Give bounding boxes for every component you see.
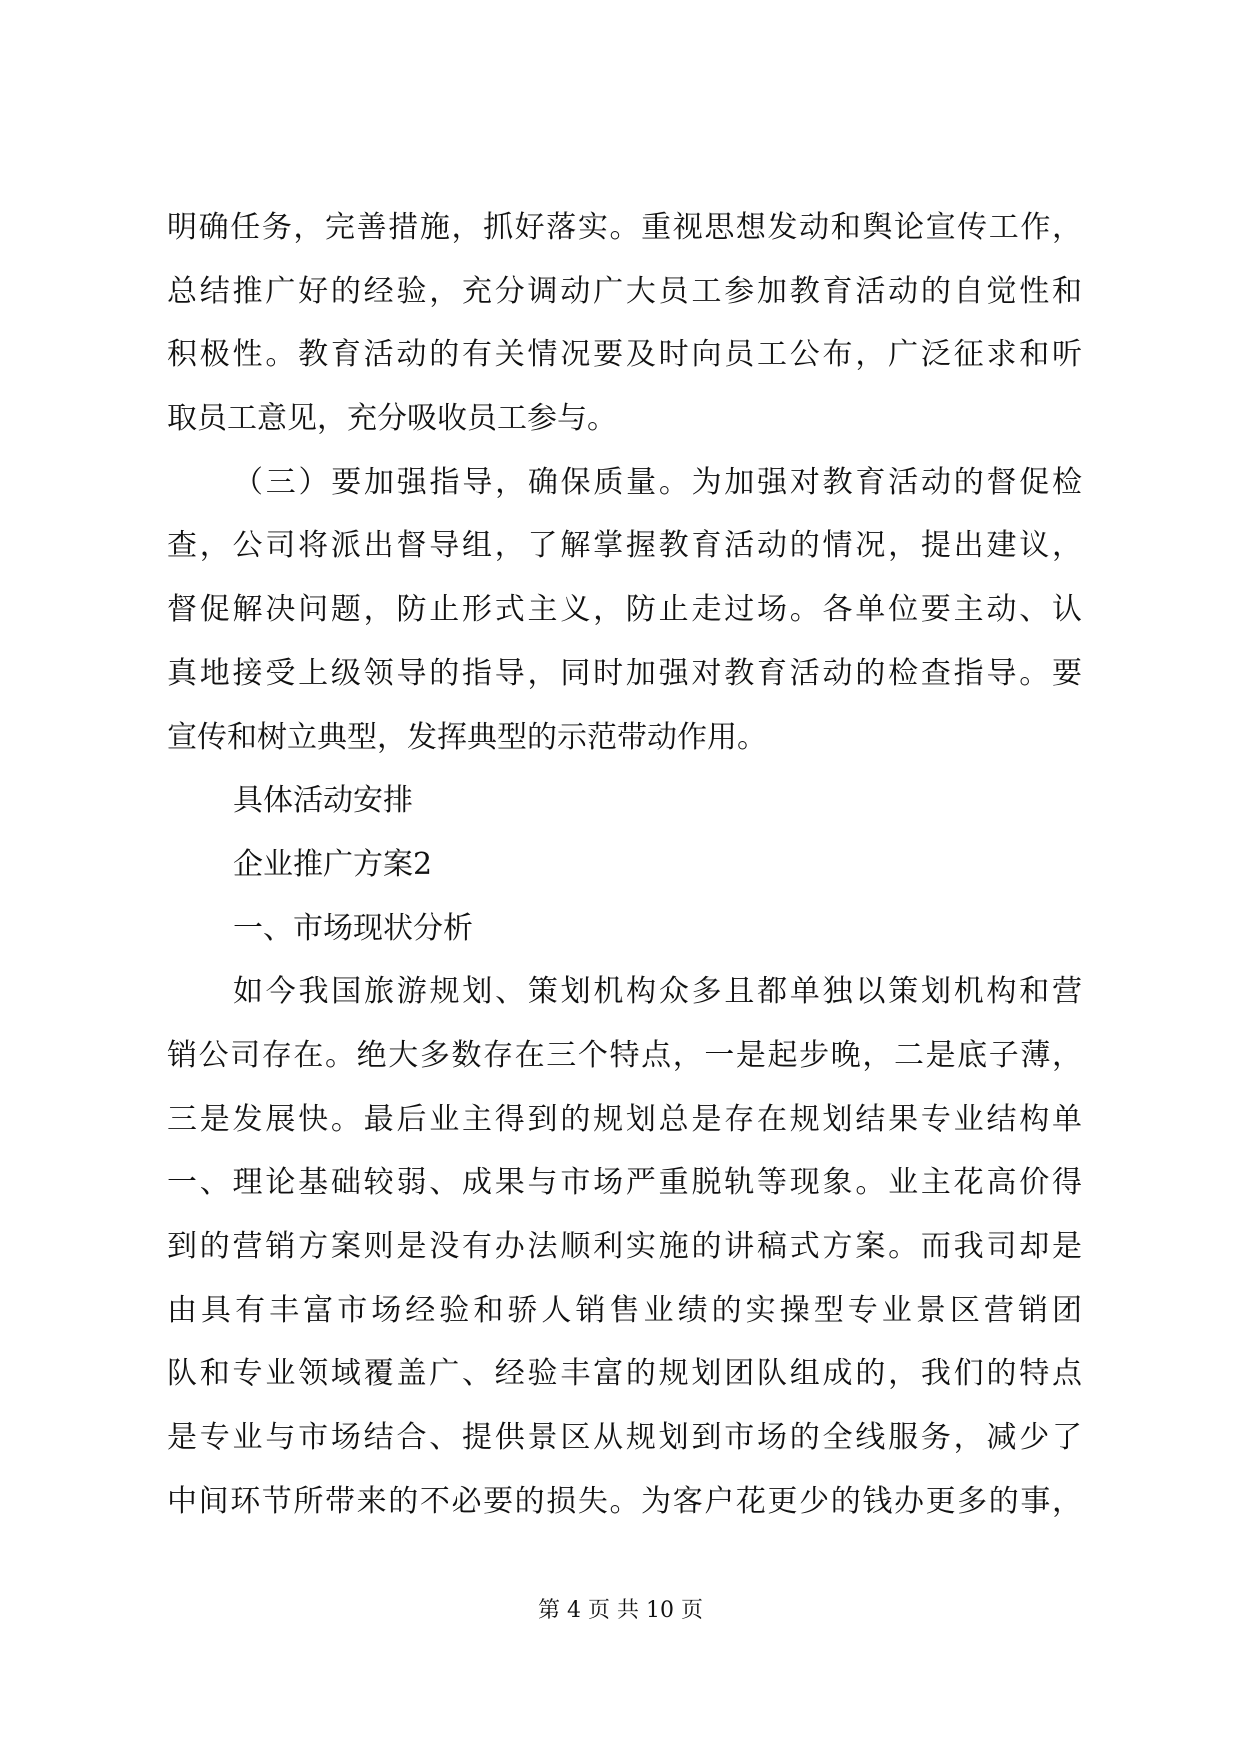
text-line: 明确任务，完善措施，抓好落实。重视思想发动和舆论宣传工作， bbox=[167, 210, 1082, 245]
text-line: 督促解决问题，防止形式主义，防止走过场。各单位要主动、认 bbox=[167, 592, 1082, 628]
text-line: 队和专业领域覆盖广、经验丰富的规划团队组成的，我们的特点 bbox=[167, 1356, 1082, 1392]
text-line: 是专业与市场结合、提供景区从规划到市场的全线服务，减少了 bbox=[167, 1420, 1082, 1456]
text-line: 中间环节所带来的不必要的损失。为客户花更少的钱办更多的事， bbox=[167, 1483, 1082, 1519]
text-line: 到的营销方案则是没有办法顺利实施的讲稿式方案。而我司却是 bbox=[167, 1229, 1082, 1264]
text-line: （三）要加强指导，确保质量。为加强对教育活动的督促检 bbox=[233, 464, 1082, 500]
text-line: 查，公司将派出督导组，了解掌握教育活动的情况，提出建议， bbox=[167, 528, 1082, 564]
text-line: 积极性。教育活动的有关情况要及时向员工公布，广泛征求和听 bbox=[167, 337, 1082, 373]
text-line: 由具有丰富市场经验和骄人销售业绩的实操型专业景区营销团 bbox=[167, 1292, 1082, 1328]
page-footer: 第 4 页 共 10 页 bbox=[538, 1598, 703, 1623]
text-line: 如今我国旅游规划、策划机构众多且都单独以策划机构和营 bbox=[233, 974, 1082, 1010]
text-line: 取员工意见，充分吸收员工参与。 bbox=[167, 401, 617, 437]
text-line: 企业推广方案2 bbox=[233, 846, 433, 882]
text-line: 一、市场现状分析 bbox=[233, 910, 473, 946]
text-line: 宣传和树立典型，发挥典型的示范带动作用。 bbox=[167, 719, 767, 755]
text-line: 一、理论基础较弱、成果与市场严重脱轨等现象。业主花高价得 bbox=[167, 1165, 1082, 1201]
text-line: 三是发展快。最后业主得到的规划总是存在规划结果专业结构单 bbox=[167, 1101, 1082, 1137]
text-line: 销公司存在。绝大多数存在三个特点，一是起步晚，二是底子薄， bbox=[167, 1037, 1082, 1073]
text-line: 真地接受上级领导的指导，同时加强对教育活动的检查指导。要 bbox=[167, 655, 1082, 691]
document-body bbox=[167, 196, 1082, 1533]
text-line: 总结推广好的经验，充分调动广大员工参加教育活动的自觉性和 bbox=[167, 273, 1082, 309]
text-line: 具体活动安排 bbox=[233, 783, 413, 819]
